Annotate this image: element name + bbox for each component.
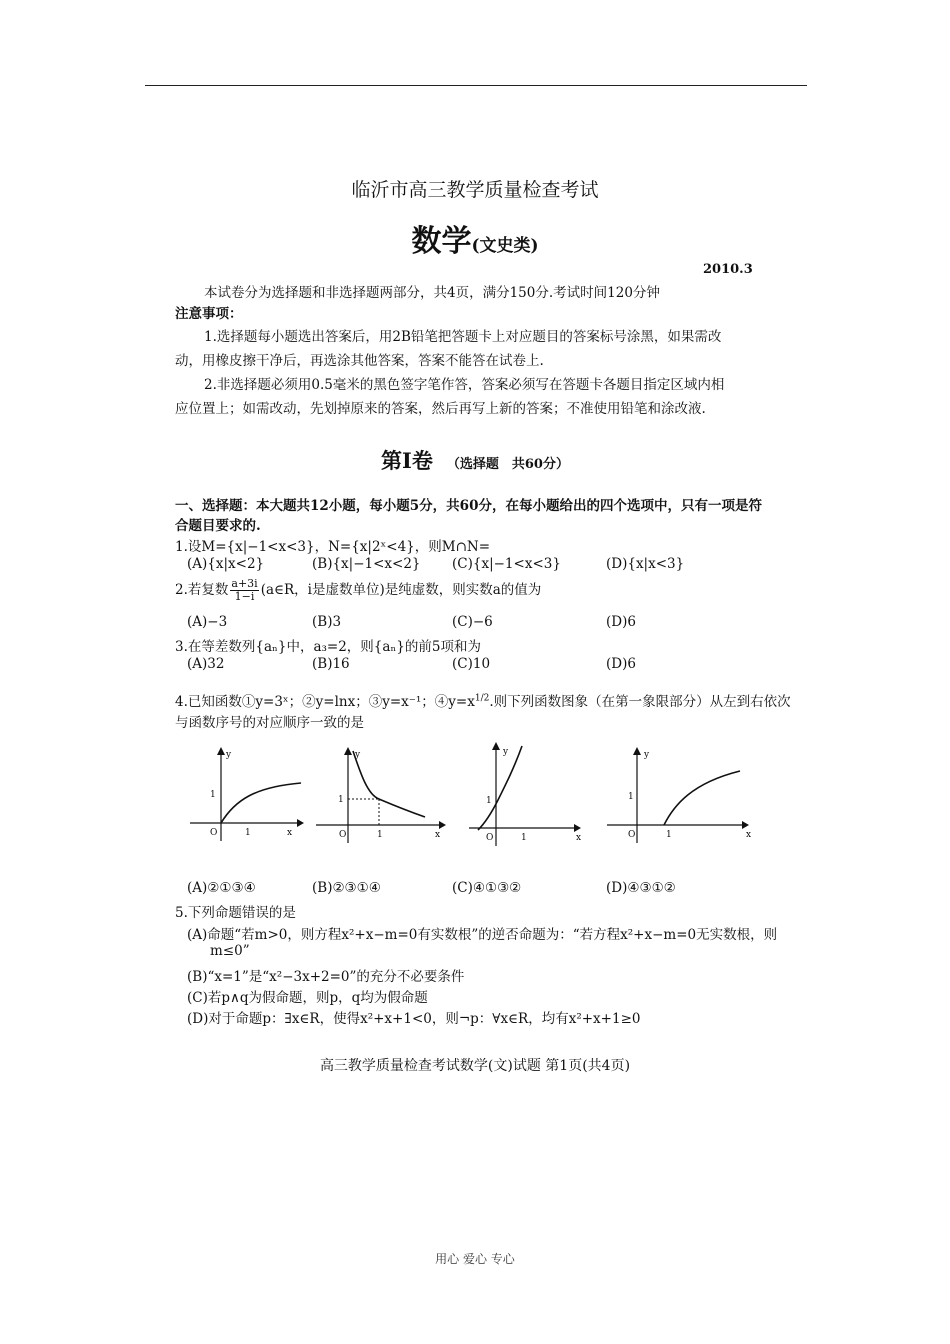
- graph-4: [604, 745, 754, 845]
- graph-3-x-label: x: [576, 833, 582, 843]
- section-subtitle: （选择题 共60分）: [446, 457, 569, 472]
- instructions-a: 一、选择题：本大题共12小题，每小题5分，共60分，在每小题给出的四个选项中，只有一项是符: [175, 498, 762, 514]
- q2-option-b: (B)3: [312, 614, 342, 630]
- q2-fraction: [230, 578, 258, 603]
- q2-stem: [175, 578, 541, 603]
- q5-option-c: (C)若p∧q为假命题，则p，q均为假命题: [187, 990, 428, 1006]
- q5-option-a-line2: m≤0”: [210, 943, 250, 959]
- notice-heading: 注意事项：: [175, 306, 243, 322]
- graph-1-y-one: 1: [210, 790, 216, 800]
- q4-stem-a: [175, 690, 791, 710]
- q3-option-d: (D)6: [606, 656, 636, 672]
- q4-option-c: (C)④①③②: [452, 880, 522, 896]
- q3-option-c: (C)10: [452, 656, 491, 672]
- graph-4-y-label: y: [644, 750, 650, 760]
- q2-stem-pre: 2.若复数: [175, 582, 229, 598]
- graph-4-x-label: x: [746, 830, 752, 840]
- graph-3-x-one: 1: [521, 833, 527, 843]
- q4-option-d: (D)④③①②: [606, 880, 676, 896]
- subject-note: (文史类): [471, 236, 539, 256]
- q1-stem: 1.设M={x|−1<x<3}，N={x|2ˣ<4}，则M∩N=: [175, 539, 491, 555]
- q4-stem-b: 与函数序号的对应顺序一致的是: [175, 715, 364, 731]
- q1-option-b: (B){x|−1<x<2}: [312, 556, 421, 572]
- graph-2: [313, 745, 448, 845]
- subject-heading: [0, 216, 950, 260]
- footer-motto: 用心 爱心 专心: [435, 1252, 515, 1266]
- exam-date: 2010.3: [703, 262, 753, 277]
- top-rule: [145, 85, 807, 86]
- page-footer: 高三教学质量检查考试数学(文)试题 第1页(共4页): [319, 1058, 631, 1074]
- q3-option-a: (A)32: [187, 656, 225, 672]
- graph-4-x-one: 1: [666, 830, 672, 840]
- graph-1-x-one: 1: [245, 828, 251, 838]
- graph-1-y-label: y: [226, 750, 232, 760]
- q5-option-a-line1: (A)命题“若m>0，则方程x²+x−m=0有实数根”的逆否命题为：“若方程x²+x−m=0无实数根，则: [187, 927, 778, 943]
- q4-option-a: (A)②①③④: [187, 880, 256, 896]
- q4-option-b: (B)②③①④: [312, 880, 381, 896]
- q5-option-d: (D)对于命题p：∃x∈R，使得x²+x+1<0，则¬p：∀x∈R，均有x²+x+1≥0: [187, 1011, 641, 1027]
- exam-title: 临沂市高三教学质量检查考试: [351, 179, 599, 201]
- intro-line: 本试卷分为选择题和非选择题两部分，共4页，满分150分.考试时间120分钟: [204, 285, 660, 301]
- q2-option-a: (A)−3: [187, 614, 228, 630]
- graph-2-x-label: x: [435, 830, 441, 840]
- q5-option-b: (B)“x=1”是“x²−3x+2=0”的充分不必要条件: [187, 969, 465, 985]
- graph-2-origin: O: [339, 830, 347, 840]
- q1-option-d: (D){x|x<3}: [606, 556, 685, 572]
- q2-option-d: (D)6: [606, 614, 636, 630]
- graph-4-y-one: 1: [628, 792, 634, 802]
- graph-3-y-label: y: [503, 747, 509, 757]
- note-1a: 1.选择题每小题选出答案后，用2B铅笔把答题卡上对应题目的答案标号涂黑，如果需改: [204, 329, 722, 345]
- q4-stem-functions: 4.已知函数①y=3ˣ；②y=lnx；③y=x⁻¹；④y=x: [175, 694, 475, 710]
- graph-2-x-one: 1: [377, 830, 383, 840]
- graph-4-origin: O: [628, 830, 636, 840]
- graph-1: [185, 745, 305, 845]
- note-1b: 动，用橡皮擦干净后，再选涂其他答案，答案不能答在试卷上.: [175, 353, 544, 369]
- q2-frac-num: a+3i: [231, 577, 258, 590]
- q4-exponent: 1/2: [474, 693, 490, 704]
- section-heading: [0, 445, 950, 475]
- graph-3-y-one: 1: [486, 796, 492, 806]
- graph-3: [466, 740, 586, 850]
- q2-frac-den: 1−i: [234, 590, 255, 603]
- subject-name: 数学: [411, 224, 472, 259]
- q3-option-b: (B)16: [312, 656, 350, 672]
- q1-option-c: (C){x|−1<x<3}: [452, 556, 561, 572]
- note-2a: 2.非选择题必须用0.5毫米的黑色签字笔作答，答案必须写在答题卡各题目指定区域内相: [204, 377, 725, 393]
- section-title: 第Ⅰ卷: [381, 448, 433, 473]
- q3-stem: 3.在等差数列{aₙ}中，a₃=2，则{aₙ}的前5项和为: [175, 639, 481, 655]
- graph-1-x-label: x: [287, 828, 293, 838]
- graph-3-origin: O: [486, 833, 494, 843]
- graph-1-origin: O: [210, 828, 218, 838]
- graph-2-y-one: 1: [338, 795, 344, 805]
- note-2b: 应位置上；如需改动，先划掉原来的答案，然后再写上新的答案；不准使用铅笔和涂改液.: [175, 401, 706, 417]
- graph-2-y-label: y: [355, 750, 361, 760]
- instructions-b: 合题目要求的.: [175, 518, 261, 534]
- q2-option-c: (C)−6: [452, 614, 493, 630]
- q4-stem-post: .则下列函数图象（在第一象限部分）从左到右依次: [489, 694, 791, 710]
- q2-stem-post: (a∈R，i是虚数单位)是纯虚数，则实数a的值为: [260, 582, 542, 598]
- q1-option-a: (A){x|x<2}: [187, 556, 265, 572]
- q5-stem: 5.下列命题错误的是: [175, 905, 296, 921]
